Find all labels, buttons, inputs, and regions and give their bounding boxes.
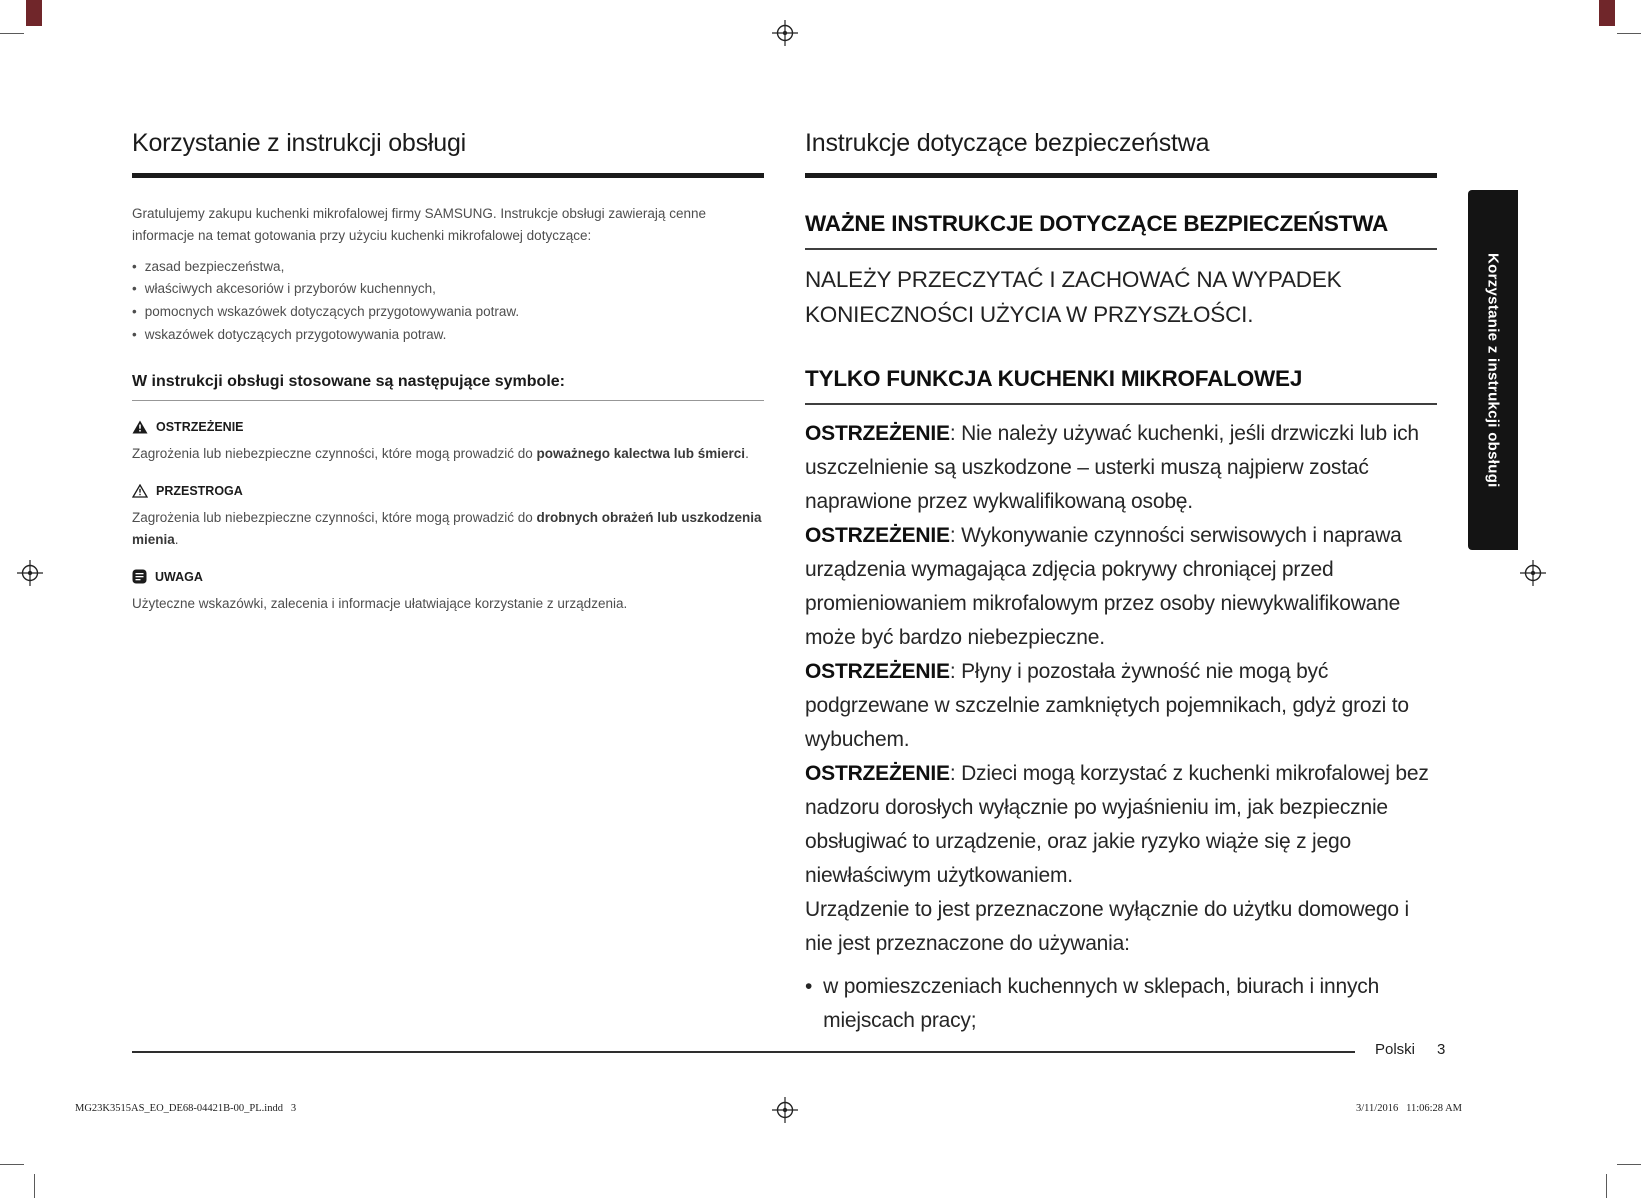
bullet-glyph: • [132, 258, 137, 274]
warning-text: : Wykonywanie czynności serwisowych i naprawa urządzenia wymagająca zdjęcia pokrywy chroniącej przed promieniowaniem mikrofalowym przez osoby niewykwalifikowane może być bardzo niebezpieczne. [805, 523, 1402, 649]
footer-rule [132, 1051, 1355, 1053]
crop-mark [1617, 1164, 1641, 1165]
page-language-label: Polski [1375, 1041, 1416, 1058]
side-tab-label: Korzystanie z instrukcji obsługi [1484, 252, 1502, 488]
list-item-text: w pomieszczeniach kuchennych w sklepach, biurach i innych miejscach pracy; [823, 975, 1380, 1033]
symbol-label: UWAGA [155, 569, 203, 584]
symbols-heading: W instrukcji obsługi stosowane są następujące symbole: [132, 373, 565, 391]
crop-mark [1617, 33, 1641, 34]
symbol-header [132, 420, 764, 434]
crop-mark [0, 1164, 24, 1165]
page-number-value: 3 [1437, 1041, 1446, 1058]
imprint-timestamp: 3/11/2016 11:06:28 AM [1356, 1103, 1462, 1114]
warning-paragraph [805, 655, 1437, 757]
note-page-icon [132, 569, 147, 584]
warning-paragraph [805, 417, 1437, 519]
warning-lead: OSTRZEŻENIE [805, 523, 950, 547]
heading-underline [805, 248, 1437, 250]
color-patch [1599, 0, 1615, 26]
left-column [132, 128, 764, 615]
symbol-label: PRZESTROGA [156, 484, 243, 498]
heading-important-instructions: WAŻNE INSTRUKCJE DOTYCZĄCE BEZPIECZEŃSTWA [805, 211, 1389, 236]
warning-text: : Dzieci mogą korzystać z kuchenki mikrofalowej bez nadzoru dorosłych wyłącznie po wyjaśnieniu im, jak bezpiecznie obsługiwać to urządzenie, oraz jakie ryzyko wiąże się z jego niewłaściwym użytkowaniem. [805, 761, 1429, 887]
list-item [132, 278, 764, 301]
warning-text: : Płyny i pozostała żywność nie mogą być podgrzewane w szczelnie zamkniętych pojemnikach, gdyż grozi to wybuchem. [805, 659, 1409, 751]
bullet-glyph: • [132, 281, 137, 297]
symbol-text-bold: poważnego kalectwa lub śmierci [536, 446, 746, 462]
symbol-warning [132, 420, 764, 465]
warning-paragraph [805, 519, 1437, 655]
symbol-text-prefix: Zagrożenia lub niebezpieczne czynności, które mogą prowadzić do [132, 510, 537, 525]
safety-paragraphs [805, 417, 1437, 961]
symbol-text-suffix: . [174, 531, 179, 547]
symbol-text-bold: drobnych obrażeń lub uszkodzenia mienia [132, 510, 762, 547]
crop-mark [1606, 1174, 1607, 1198]
symbol-description [132, 593, 764, 615]
crop-mark [0, 33, 24, 34]
divider [132, 400, 764, 401]
intro-paragraph: Gratulujemy zakupu kuchenki mikrofalowej firmy SAMSUNG. Instrukcje obsługi zawierają cenne informacje na temat gotowania przy użyciu kuchenki mikrofalowej dotyczące: [132, 206, 706, 243]
symbol-header [132, 569, 764, 584]
list-item-text: zasad bezpieczeństwa, [144, 258, 285, 274]
list-item-text: wskazówek dotyczących przygotowywania potraw. [144, 326, 447, 342]
title-rule [132, 173, 764, 178]
list-item-text: właściwych akcesoriów i przyborów kuchennych, [144, 281, 436, 297]
warning-lead: OSTRZEŻENIE [805, 761, 950, 785]
section-title-safety: Instrukcje dotyczące bezpieczeństwa [805, 129, 1210, 157]
warning-lead: OSTRZEŻENIE [805, 659, 950, 683]
symbol-description [132, 443, 764, 465]
registration-mark-icon [772, 20, 798, 46]
symbol-text-prefix: Zagrożenia lub niebezpieczne czynności, które mogą prowadzić do [132, 446, 537, 462]
bullet-glyph: • [805, 975, 813, 998]
right-column [805, 128, 1437, 1038]
registration-mark-icon [772, 1097, 798, 1123]
paragraph-text: Urządzenie to jest przeznaczone wyłącznie do użytku domowego i nie jest przeznaczone do używania: [805, 897, 1409, 955]
symbol-header [132, 484, 764, 498]
crop-mark [34, 1174, 35, 1198]
caution-triangle-outline-icon [132, 484, 148, 498]
heading-underline [805, 403, 1437, 405]
side-tab-chapter [1468, 190, 1518, 550]
warning-text: : Nie należy używać kuchenki, jeśli drzwiczki lub ich uszczelnienie są uszkodzone – usterki muszą najpierw zostać naprawione przez wykwalifikowaną osobę. [805, 421, 1419, 513]
list-item [132, 301, 764, 324]
page-number [1375, 1041, 1445, 1058]
symbol-label: OSTRZEŻENIE [156, 420, 244, 435]
body-paragraph [805, 893, 1437, 961]
symbol-caution [132, 484, 764, 550]
color-patch [26, 0, 42, 26]
list-item [132, 256, 764, 279]
registration-mark-icon [1520, 560, 1546, 586]
warning-paragraph [805, 757, 1437, 893]
registration-mark-icon [17, 560, 43, 586]
warning-lead: OSTRZEŻENIE [805, 421, 950, 445]
list-item-text: pomocnych wskazówek dotyczących przygotowywania potraw. [144, 304, 520, 320]
symbol-text-suffix: . [745, 446, 749, 462]
subheading-read-and-keep: NALEŻY PRZECZYTAĆ I ZACHOWAĆ NA WYPADEK KONIECZNOŚCI UŻYCIA W PRZYSZŁOŚCI. [805, 267, 1342, 327]
imprint-filename: MG23K3515AS_EO_DE68-04421B-00_PL.indd 3 [75, 1103, 297, 1114]
bullet-glyph: • [132, 326, 137, 342]
symbol-description [132, 507, 764, 550]
heading-microwave-only: TYLKO FUNKCJA KUCHENKI MIKROFALOWEJ [805, 365, 1303, 391]
section-title-usage: Korzystanie z instrukcji obsługi [132, 129, 467, 157]
intro-bullet-list [132, 256, 764, 347]
title-rule [805, 173, 1437, 178]
symbol-note [132, 569, 764, 615]
list-item [805, 970, 1437, 1038]
symbol-text-prefix: Użyteczne wskazówki, zalecenia i informacje ułatwiające korzystanie z urządzenia. [132, 596, 628, 612]
bullet-glyph: • [132, 304, 137, 320]
list-item [132, 324, 764, 347]
warning-triangle-filled-icon [132, 420, 148, 434]
